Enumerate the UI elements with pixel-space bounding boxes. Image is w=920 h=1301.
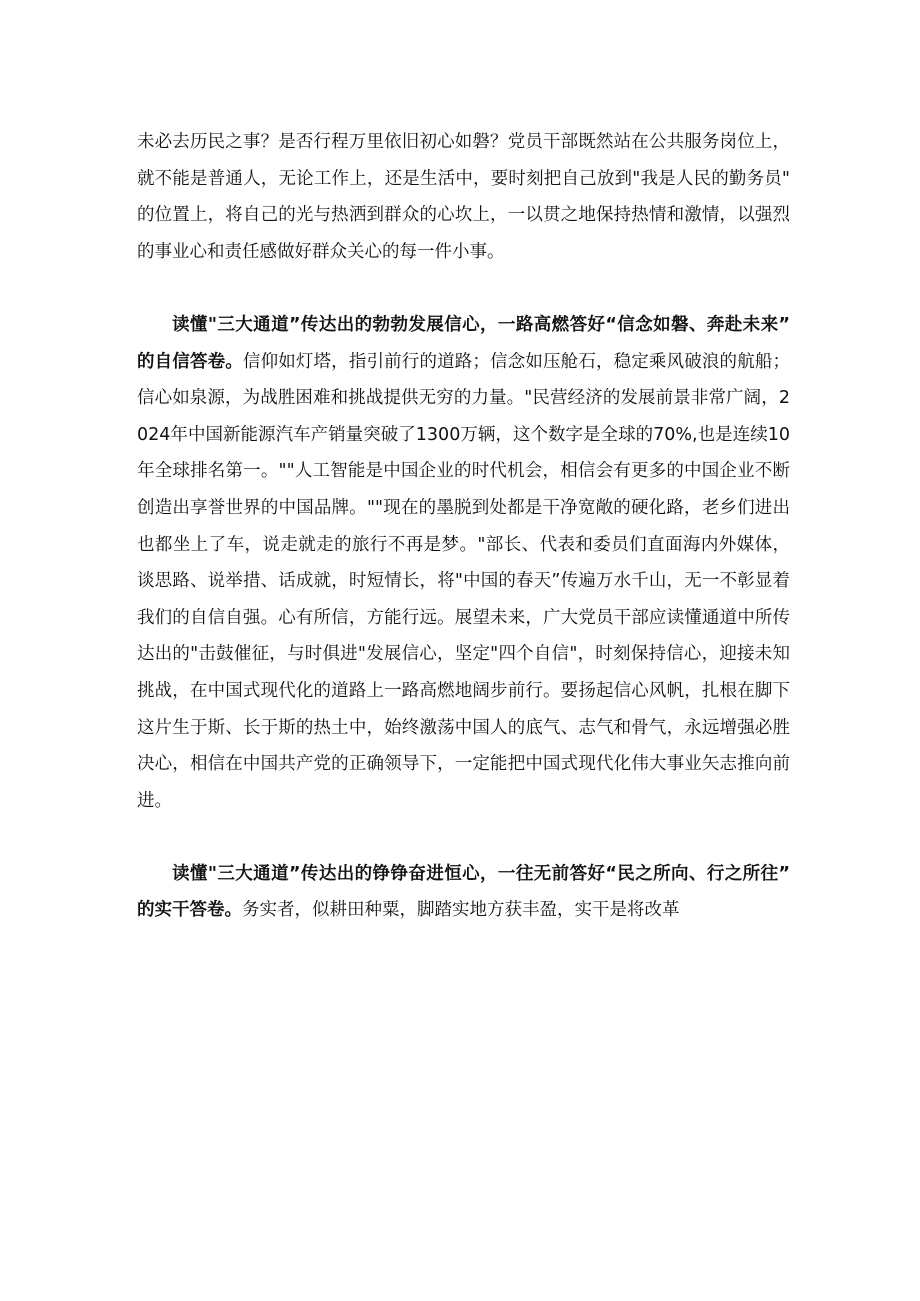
paragraph-1-text: 未必去历民之事？是否行程万里依旧初心如磐？党员干部既然站在公共服务岗位上，就不能是普通人，无论工作上，还是生活中，要时刻把自己放到"我是人民的勤务员"的位置上，将自己的光与热洒到群众的心坎上，一以贯之地保持热情和激情，以强烈的事业心和责任感做好群众关心的每一件小事。 — [137, 132, 790, 262]
paragraph-2-text: 信仰如灯塔，指引前行的道路；信念如压舱石，稳定乘风破浪的航船；信心如泉源，为战胜困难和挑战提供无穷的力量。"民营经济的发展前景非常广阔，2024年中国新能源汽车产销量突破了1300万辆，这个数字是全球的70%,也是连续10年全球排名第一。""人工智能是中国企业的时代机会，相信会有更多的中国企业不断创造出享誉世界的中国品牌。""现在的墨脱到处都是干净宽敞的硬化路，老乡们进出也都坐上了车，说走就走的旅行不再是梦。"部长、代表和委员们直面海内外媒体，谈思路、说举措、话成就，时短情长，将"中国的春天”传遍万水千山，无一不彰显着我们的自信自强。心有所信，方能行远。展望未来，广大党员干部应读懂通道中所传达出的"击鼓催征，与时俱进"发展信心，坚定"四个自信"，时刻保持信心，迎接未知挑战，在中国式现代化的道路上一路高燃地阔步前行。要扬起信心风帆，扎根在脚下这片生于斯、长于斯的热土中，始终激荡中国人的底气、志气和骨气，永远增强必胜决心，相信在中国共产党的正确领导下，一定能把中国式现代化伟大事业矢志推向前进。 — [137, 351, 791, 811]
paragraph-3 — [137, 856, 790, 929]
paragraph-2 — [137, 307, 790, 819]
paragraph-3-text: 务实者，似耕田种粟，脚踏实地方获丰盈，实干是将改革 — [242, 900, 680, 921]
document-body — [137, 124, 790, 929]
paragraph-3-heading: 读懂"三大通道”传达出的铮铮奋进恒心，一往无前答好“民之所向、行之所往”的实干答卷。 — [137, 863, 790, 921]
paragraph-2-heading: 读懂"三大通道”传达出的勃勃发展信心，一路高燃答好“信念如磐、奔赴未来”的自信答卷。 — [137, 314, 790, 372]
paragraph-1 — [137, 124, 790, 270]
